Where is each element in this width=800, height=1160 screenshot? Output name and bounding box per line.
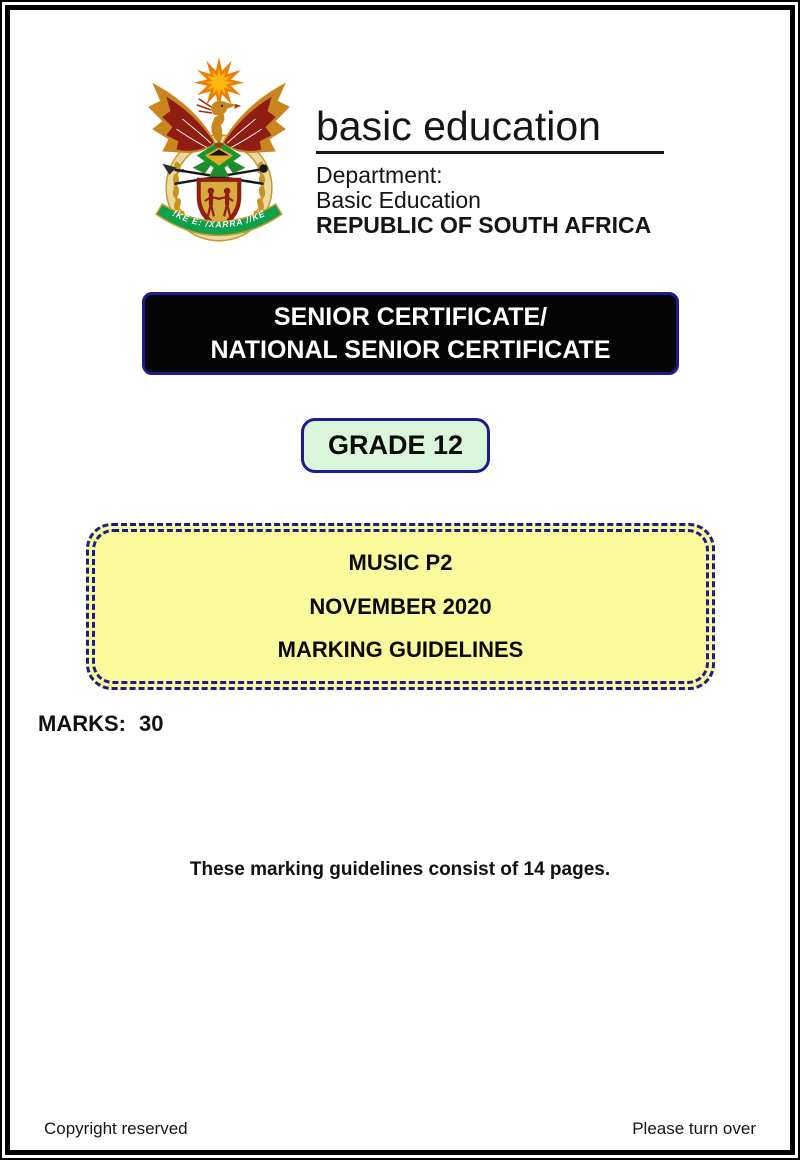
republic-label: REPUBLIC OF SOUTH AFRICA <box>316 212 652 238</box>
exam-session: NOVEMBER 2020 <box>309 593 492 619</box>
south-africa-coat-of-arms-icon <box>138 56 300 254</box>
marks-value: 30 <box>139 711 164 736</box>
footer-turn-over: Please turn over <box>632 1119 756 1138</box>
logo-underline <box>316 151 664 154</box>
pages-note: These marking guidelines consist of 14 pages. <box>189 859 611 880</box>
motto-text: !KE E: /XARRA //KE <box>171 208 267 230</box>
certificate-line-2: NATIONAL SENIOR CERTIFICATE <box>210 335 611 364</box>
department-name: Basic Education <box>316 187 481 213</box>
logo-title: basic education <box>316 103 601 149</box>
certificate-banner <box>142 292 679 375</box>
grade-badge: GRADE 12 <box>301 418 490 473</box>
paper-type: MARKING GUIDELINES <box>277 637 524 663</box>
footer-copyright: Copyright reserved <box>44 1119 188 1138</box>
subject-box-inner <box>92 529 709 684</box>
certificate-line-1: SENIOR CERTIFICATE/ <box>273 302 548 331</box>
subject-box <box>86 523 715 690</box>
marks-label: MARKS: <box>38 711 126 736</box>
department-label: Department: <box>316 162 443 188</box>
page-footer <box>44 1119 756 1139</box>
marks-line <box>38 711 163 737</box>
department-header <box>316 104 664 238</box>
page-inner-frame <box>5 5 795 1155</box>
subject-title: MUSIC P2 <box>348 549 453 575</box>
